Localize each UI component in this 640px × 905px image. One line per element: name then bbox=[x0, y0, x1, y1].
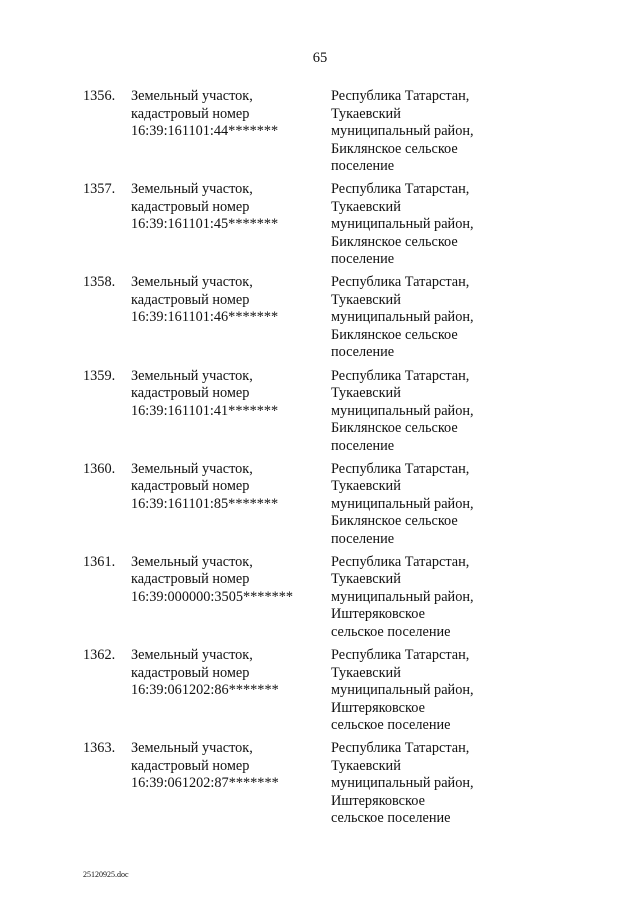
description-line: 16:39:161101:46******* bbox=[131, 309, 279, 326]
list-item bbox=[0, 88, 640, 181]
entry-location bbox=[331, 274, 521, 362]
description-line: 16:39:161101:85******* bbox=[131, 495, 279, 512]
description-line: Земельный участок, bbox=[131, 181, 253, 198]
location-line: Тукаевский bbox=[331, 571, 401, 588]
description-line: 16:39:061202:87******* bbox=[131, 775, 279, 792]
location-line: Тукаевский bbox=[331, 757, 401, 774]
location-line: муниципальный район, bbox=[331, 588, 474, 605]
description-line: Земельный участок, bbox=[131, 553, 253, 570]
location-line: муниципальный район, bbox=[331, 775, 474, 792]
entry-location bbox=[331, 647, 521, 735]
location-line: поселение bbox=[331, 344, 395, 361]
description-line: Земельный участок, bbox=[131, 367, 253, 384]
entry-location bbox=[331, 461, 521, 549]
list-item bbox=[0, 274, 640, 367]
location-line: Иштеряковское bbox=[331, 699, 425, 716]
entry-number: 1361. bbox=[83, 553, 116, 570]
location-line: муниципальный район, bbox=[331, 402, 474, 419]
location-line: Республика Татарстан, bbox=[331, 740, 470, 757]
entry-description bbox=[131, 740, 321, 793]
entry-location bbox=[331, 740, 521, 828]
location-line: Республика Татарстан, bbox=[331, 367, 470, 384]
location-line: Тукаевский bbox=[331, 291, 401, 308]
location-line: Биклянское сельское bbox=[331, 513, 458, 530]
entry-number: 1357. bbox=[83, 181, 116, 198]
description-line: кадастровый номер bbox=[131, 198, 250, 215]
location-line: Республика Татарстан, bbox=[331, 553, 470, 570]
entry-number: 1363. bbox=[83, 740, 116, 757]
description-line: Земельный участок, bbox=[131, 274, 253, 291]
entry-description bbox=[131, 181, 321, 234]
location-line: поселение bbox=[331, 437, 395, 454]
location-line: муниципальный район, bbox=[331, 495, 474, 512]
description-line: Земельный участок, bbox=[131, 647, 253, 664]
location-line: Республика Татарстан, bbox=[331, 88, 470, 104]
location-line: Тукаевский bbox=[331, 385, 401, 402]
description-line: кадастровый номер bbox=[131, 757, 250, 774]
entry-description bbox=[131, 368, 321, 421]
entry-location bbox=[331, 368, 521, 456]
location-line: Республика Татарстан, bbox=[331, 181, 470, 198]
entries-list bbox=[0, 88, 640, 834]
location-line: Биклянское сельское bbox=[331, 140, 458, 157]
location-line: Биклянское сельское bbox=[331, 420, 458, 437]
entry-description bbox=[131, 274, 321, 327]
list-item bbox=[0, 554, 640, 647]
location-line: муниципальный район, bbox=[331, 216, 474, 233]
location-line: поселение bbox=[331, 251, 395, 268]
list-item bbox=[0, 647, 640, 740]
page-number: 65 bbox=[312, 50, 328, 66]
entry-description bbox=[131, 554, 321, 607]
location-line: муниципальный район, bbox=[331, 123, 474, 139]
list-item bbox=[0, 368, 640, 461]
location-line: Биклянское сельское bbox=[331, 326, 458, 343]
description-line: кадастровый номер bbox=[131, 571, 250, 588]
description-line: Земельный участок, bbox=[131, 740, 253, 757]
entry-description bbox=[131, 461, 321, 514]
location-line: Биклянское сельское bbox=[331, 233, 458, 250]
entry-number: 1358. bbox=[83, 274, 116, 291]
entry-location bbox=[331, 181, 521, 269]
description-line: кадастровый номер bbox=[131, 105, 250, 122]
location-line: Республика Татарстан, bbox=[331, 274, 470, 291]
description-line: кадастровый номер bbox=[131, 291, 250, 308]
description-line: кадастровый номер bbox=[131, 385, 250, 402]
entry-description bbox=[131, 88, 321, 141]
list-item bbox=[0, 740, 640, 833]
entry-number: 1359. bbox=[83, 367, 116, 384]
description-line: 16:39:161101:44******* bbox=[131, 123, 279, 139]
list-item bbox=[0, 181, 640, 274]
description-line: 16:39:000000:3505******* bbox=[131, 588, 294, 605]
location-line: Республика Татарстан, bbox=[331, 647, 470, 664]
description-line: Земельный участок, bbox=[131, 460, 253, 477]
description-line: 16:39:161101:45******* bbox=[131, 216, 279, 233]
location-line: Тукаевский bbox=[331, 105, 401, 122]
entry-description bbox=[131, 647, 321, 700]
location-line: Иштеряковское bbox=[331, 792, 425, 809]
entry-number: 1360. bbox=[83, 460, 116, 477]
location-line: муниципальный район, bbox=[331, 682, 474, 699]
description-line: кадастровый номер bbox=[131, 478, 250, 495]
description-line: 16:39:061202:86******* bbox=[131, 682, 279, 699]
entry-location bbox=[331, 554, 521, 642]
list-item bbox=[0, 461, 640, 554]
location-line: сельское поселение bbox=[331, 623, 451, 640]
location-line: Тукаевский bbox=[331, 664, 401, 681]
entry-number: 1362. bbox=[83, 647, 116, 664]
footer-filename: 25120925.doc bbox=[83, 870, 129, 879]
location-line: муниципальный район, bbox=[331, 309, 474, 326]
location-line: поселение bbox=[331, 158, 395, 174]
location-line: сельское поселение bbox=[331, 810, 451, 827]
location-line: Тукаевский bbox=[331, 478, 401, 495]
location-line: поселение bbox=[331, 530, 395, 547]
location-line: Республика Татарстан, bbox=[331, 460, 470, 477]
location-line: Тукаевский bbox=[331, 198, 401, 215]
description-line: 16:39:161101:41******* bbox=[131, 402, 279, 419]
entry-number: 1356. bbox=[83, 88, 116, 104]
description-line: Земельный участок, bbox=[131, 88, 253, 104]
description-line: кадастровый номер bbox=[131, 664, 250, 681]
location-line: сельское поселение bbox=[331, 717, 451, 734]
entry-location bbox=[331, 88, 521, 176]
location-line: Иштеряковское bbox=[331, 606, 425, 623]
